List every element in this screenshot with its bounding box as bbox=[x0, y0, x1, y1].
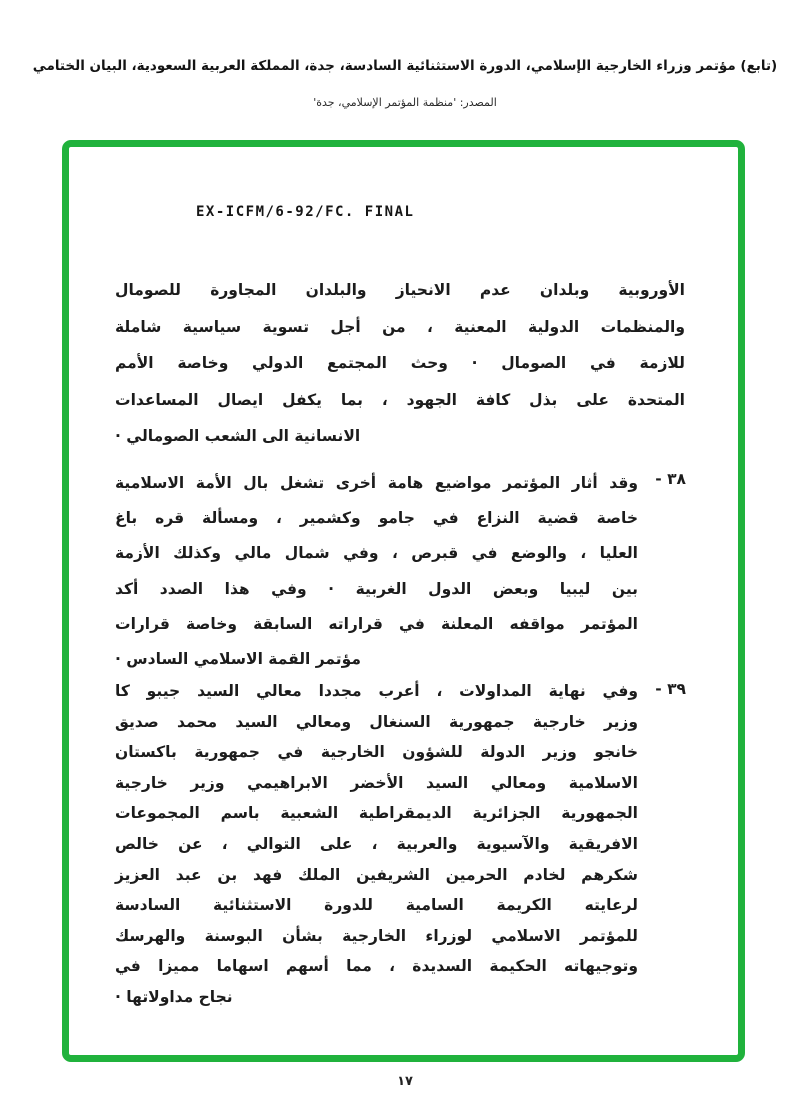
text-line: للازمة في الصومال · وحث المجتمع الدولي وخاصة الأمم bbox=[115, 354, 685, 373]
text-line: الأوروبية وبلدان عدم الانحياز والبلدان المجاورة للصومال bbox=[115, 281, 685, 299]
text-line: وفي نهاية المداولات ، أعرب مجددا معالي السيد جيبو كا bbox=[115, 682, 638, 700]
page-number: ١٧ bbox=[397, 1074, 413, 1089]
text-line: بين ليبيا وبعض الدول الغربية · وفي هذا الصدد أكد bbox=[115, 579, 638, 598]
text-line: وتوجيهاته الحكيمة السديدة ، مما أسهم اسهاما مميزا في bbox=[115, 957, 638, 976]
text-line: الاسلامية ومعالي السيد الأخضر الابراهيمي وزير خارجية bbox=[115, 773, 638, 792]
text-line: الانسانية الى الشعب الصومالي · bbox=[115, 427, 361, 446]
text-line: للمؤتمر الاسلامي لوزراء الخارجية بشأن البوسنة والهرسك bbox=[115, 926, 638, 945]
paragraph-continuation bbox=[115, 272, 685, 455]
text-line: الافريقية والآسيوية والعربية ، على التوالي ، عن خالص bbox=[115, 834, 638, 853]
paragraph-number-38: ٣٨ - bbox=[655, 470, 686, 488]
text-line: المتحدة على بذل كافة الجهود ، بما يكفل ايصال المساعدات bbox=[115, 390, 685, 409]
paragraph-38 bbox=[115, 466, 638, 677]
paragraph-39 bbox=[115, 676, 638, 1013]
paragraph-number-39: ٣٩ - bbox=[655, 680, 686, 698]
text-line: مؤتمر القمة الاسلامي السادس · bbox=[115, 649, 361, 668]
document-source-line: المصدر: 'منظمة المؤتمر الإسلامي، جدة' bbox=[313, 96, 497, 109]
text-line: خانجو وزير الدولة للشؤون الخارجية في جمهورية باكستان bbox=[115, 743, 638, 762]
text-line: والمنظمات الدولية المعنية ، من أجل تسوية سياسية شاملة bbox=[115, 317, 685, 336]
text-line: خاصة قضية النزاع في جامو وكشمير ، ومسألة قره باغ bbox=[115, 509, 638, 528]
text-line: نجاح مداولاتها · bbox=[115, 987, 233, 1006]
text-line: المؤتمر مواقفه المعلنة في قراراته السابقة وخاصة قرارات bbox=[115, 614, 638, 633]
text-line: وزير خارجية جمهورية السنغال ومعالي السيد محمد صديق bbox=[115, 712, 638, 731]
text-line: العليا ، والوضع في قبرص ، وفي شمال مالي وكذلك الأزمة bbox=[115, 544, 638, 563]
document-reference-code: EX-ICFM/6-92/FC. FINAL bbox=[196, 204, 415, 220]
text-line: وقد أثار المؤتمر مواضيع هامة أخرى تشغل بال الأمة الاسلامية bbox=[115, 474, 638, 492]
text-line: لرعايته الكريمة السامية للدورة الاستثنائية السادسة bbox=[115, 896, 638, 915]
text-line: شكرهم لخادم الحرمين الشريفين الملك فهد بن عبد العزيز bbox=[115, 865, 638, 884]
document-header-title: (تابع) مؤتمر وزراء الخارجية الإسلامي، الدورة الاستثنائية السادسة، جدة، المملكة العربية السعودية، البيان الختامي bbox=[32, 58, 778, 74]
text-line: الجمهورية الجزائرية الديمقراطية الشعبية باسم المجموعات bbox=[115, 804, 638, 823]
